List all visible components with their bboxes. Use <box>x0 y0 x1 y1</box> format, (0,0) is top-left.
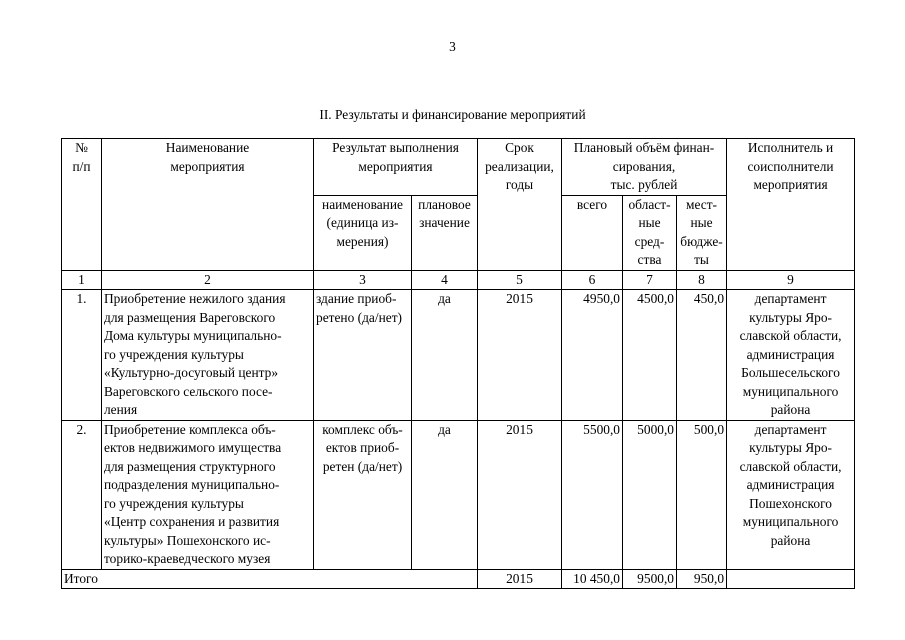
column-number: 2 <box>102 270 314 290</box>
row-local: 450,0 <box>677 290 727 421</box>
header-col-term: Срок реализации, годы <box>478 139 562 271</box>
column-number: 3 <box>314 270 412 290</box>
row-executor: департамент культуры Яро- славской области, администрация Большесельского муниципального района <box>727 290 855 421</box>
header-col-result: Результат выполнения мероприятия <box>314 139 478 196</box>
row-result-plan: да <box>412 290 478 421</box>
row-result-name: здание приоб- ретено (да/нет) <box>314 290 412 421</box>
total-regional: 9500,0 <box>623 569 677 589</box>
row-regional: 4500,0 <box>623 290 677 421</box>
row-total: 4950,0 <box>562 290 623 421</box>
column-number: 6 <box>562 270 623 290</box>
results-financing-table <box>61 138 855 589</box>
header-col-result-plan: плановое значение <box>412 195 478 270</box>
column-number: 5 <box>478 270 562 290</box>
row-executor: департамент культуры Яро- славской области, администрация Пошехонского муниципального района <box>727 420 855 569</box>
header-col-regional: област- ные сред- ства <box>623 195 677 270</box>
column-number: 1 <box>62 270 102 290</box>
section-title: II. Результаты и финансирование мероприятий <box>319 107 586 122</box>
total-term: 2015 <box>478 569 562 589</box>
row-total: 5500,0 <box>562 420 623 569</box>
row-number: 2. <box>62 420 102 569</box>
row-term: 2015 <box>478 290 562 421</box>
row-local: 500,0 <box>677 420 727 569</box>
table-row <box>62 420 855 569</box>
total-executor <box>727 569 855 589</box>
header-col-name: Наименование мероприятия <box>102 139 314 271</box>
table-row <box>62 290 855 421</box>
total-local: 950,0 <box>677 569 727 589</box>
page-number: 3 <box>449 39 456 54</box>
row-regional: 5000,0 <box>623 420 677 569</box>
column-number-row <box>62 270 855 290</box>
header-col-num: № п/п <box>62 139 102 271</box>
row-result-name: комплекс объ- ектов приоб- ретен (да/нет) <box>314 420 412 569</box>
header-col-finance: Плановый объём финан- сирования, тыс. рублей <box>562 139 727 196</box>
column-number: 9 <box>727 270 855 290</box>
header-row-1 <box>62 139 855 196</box>
row-name: Приобретение нежилого здания для размещения Вареговского Дома культуры муниципально- го учреждения культуры «Культурно-досуговый центр» Вареговского сельского посе- ления <box>102 290 314 421</box>
row-term: 2015 <box>478 420 562 569</box>
row-result-plan: да <box>412 420 478 569</box>
header-col-executor: Исполнитель и соисполнители мероприятия <box>727 139 855 271</box>
header-col-total: всего <box>562 195 623 270</box>
column-number: 8 <box>677 270 727 290</box>
total-row <box>62 569 855 589</box>
row-number: 1. <box>62 290 102 421</box>
total-total: 10 450,0 <box>562 569 623 589</box>
header-col-local: мест- ные бюдже- ты <box>677 195 727 270</box>
row-name: Приобретение комплекса объ- ектов недвижимого имущества для размещения структурного подразделения муниципально- го учреждения культуры «Центр сохранения и развития культуры» Пошехонского ис- торико-краеведческого музея <box>102 420 314 569</box>
header-col-result-name: наименование (единица из- мерения) <box>314 195 412 270</box>
column-number: 4 <box>412 270 478 290</box>
column-number: 7 <box>623 270 677 290</box>
total-label: Итого <box>62 569 478 589</box>
